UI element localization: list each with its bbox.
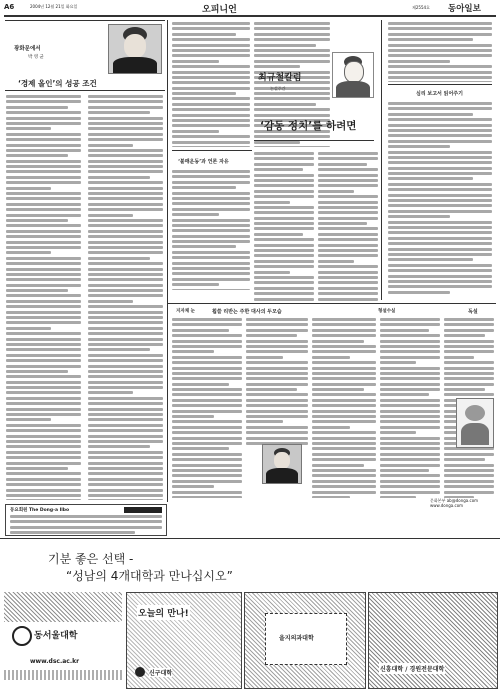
left-col-divider: [167, 20, 168, 502]
row2-body-1a: [172, 318, 242, 498]
directory-title: 동요회원 The Dong-a Ilbo: [10, 508, 70, 513]
university-emblem-icon: [12, 626, 32, 646]
ad-mid1-name: 신구대학: [149, 670, 173, 677]
row2-body-3: [380, 318, 440, 498]
author-photo-left: [108, 24, 162, 74]
center-title-rule: [254, 140, 374, 141]
newspaper-logo: 동아일보: [448, 4, 481, 14]
row2-top-rule: [168, 303, 496, 304]
column-title-center: ‘감동 정치’를 하려면: [260, 120, 357, 132]
center-box-top-rule: [172, 150, 252, 151]
right-box-rule: [388, 84, 492, 85]
left-title-rule: [5, 90, 165, 91]
column-title-left: ‘경제 올인’의 성공 조건: [18, 79, 97, 88]
ad-left-url: www.dsc.ac.kr: [30, 658, 80, 665]
row2-kicker-3: 독설: [468, 309, 478, 315]
banner-line-1: 기분 좋은 선택 -: [48, 552, 134, 566]
ad-left-name: 동서울대학: [34, 631, 78, 641]
column-author-left: 박 영 균: [28, 55, 44, 60]
page-date: 2004년 12월 21일 화요일: [30, 4, 78, 9]
ad-right-name: 신흥대학 / 경원전문대학: [379, 663, 445, 674]
row2-title-1: 휩쓸 리반는 주한 대사의 두모습: [212, 309, 282, 315]
ad-dongseoul[interactable]: [4, 592, 122, 687]
directory-logo-icon: [124, 507, 162, 513]
reporter-photo: [262, 444, 302, 484]
ad-eulji[interactable]: [244, 592, 366, 689]
banner-line-2: “성남의 4개대학과 만나십시오”: [66, 569, 233, 583]
section-title: 오피니언: [202, 5, 237, 15]
right-col-divider: [381, 20, 382, 300]
ad-shingu[interactable]: [126, 592, 242, 689]
column-author-center: 논설주간: [270, 86, 286, 91]
column-body-center-b: [254, 152, 314, 302]
header-rule: [4, 15, 496, 17]
row2-kicker-2: 형설수실: [378, 309, 396, 314]
page-header: [4, 2, 496, 14]
ad-mid2-name: 을지의과대학: [279, 635, 314, 642]
box-body-boycott: [172, 170, 250, 290]
right-column-body-top: [388, 22, 492, 82]
shingu-logo-icon: [135, 667, 145, 677]
page-number: A6: [4, 3, 15, 11]
row2-body-2: [312, 318, 376, 498]
right-column-body-bottom: [388, 102, 492, 297]
column-kicker-left: 광화문에서: [14, 46, 41, 52]
column-body-center-c: [318, 152, 378, 302]
column-kicker-center: 최규철칼럼: [258, 73, 302, 83]
footer-contact: 문화본부 ab@donga.com www.donga.com: [430, 498, 479, 508]
issue-number: 제2554호: [412, 5, 430, 10]
column-body-left-b: [88, 95, 163, 500]
ad-shinheung[interactable]: [368, 592, 498, 689]
banner-top-rule: [0, 538, 500, 539]
box-title-boycott: ‘불매운동’과 언론 자유: [178, 159, 229, 165]
directory-box: [5, 504, 167, 536]
box-title-right: 심리 보고서 읽어주기: [416, 91, 463, 97]
row2-kicker-1: 지자체 눈: [176, 309, 195, 314]
column-body-center-top: [172, 22, 250, 147]
left-col-top-rule: [5, 20, 165, 21]
author-photo-center: [332, 52, 374, 98]
column-body-left-a: [6, 95, 81, 500]
ad-mid1-slogan: 오늘의 만나!: [137, 605, 190, 620]
cartoon-figure: [456, 398, 494, 448]
